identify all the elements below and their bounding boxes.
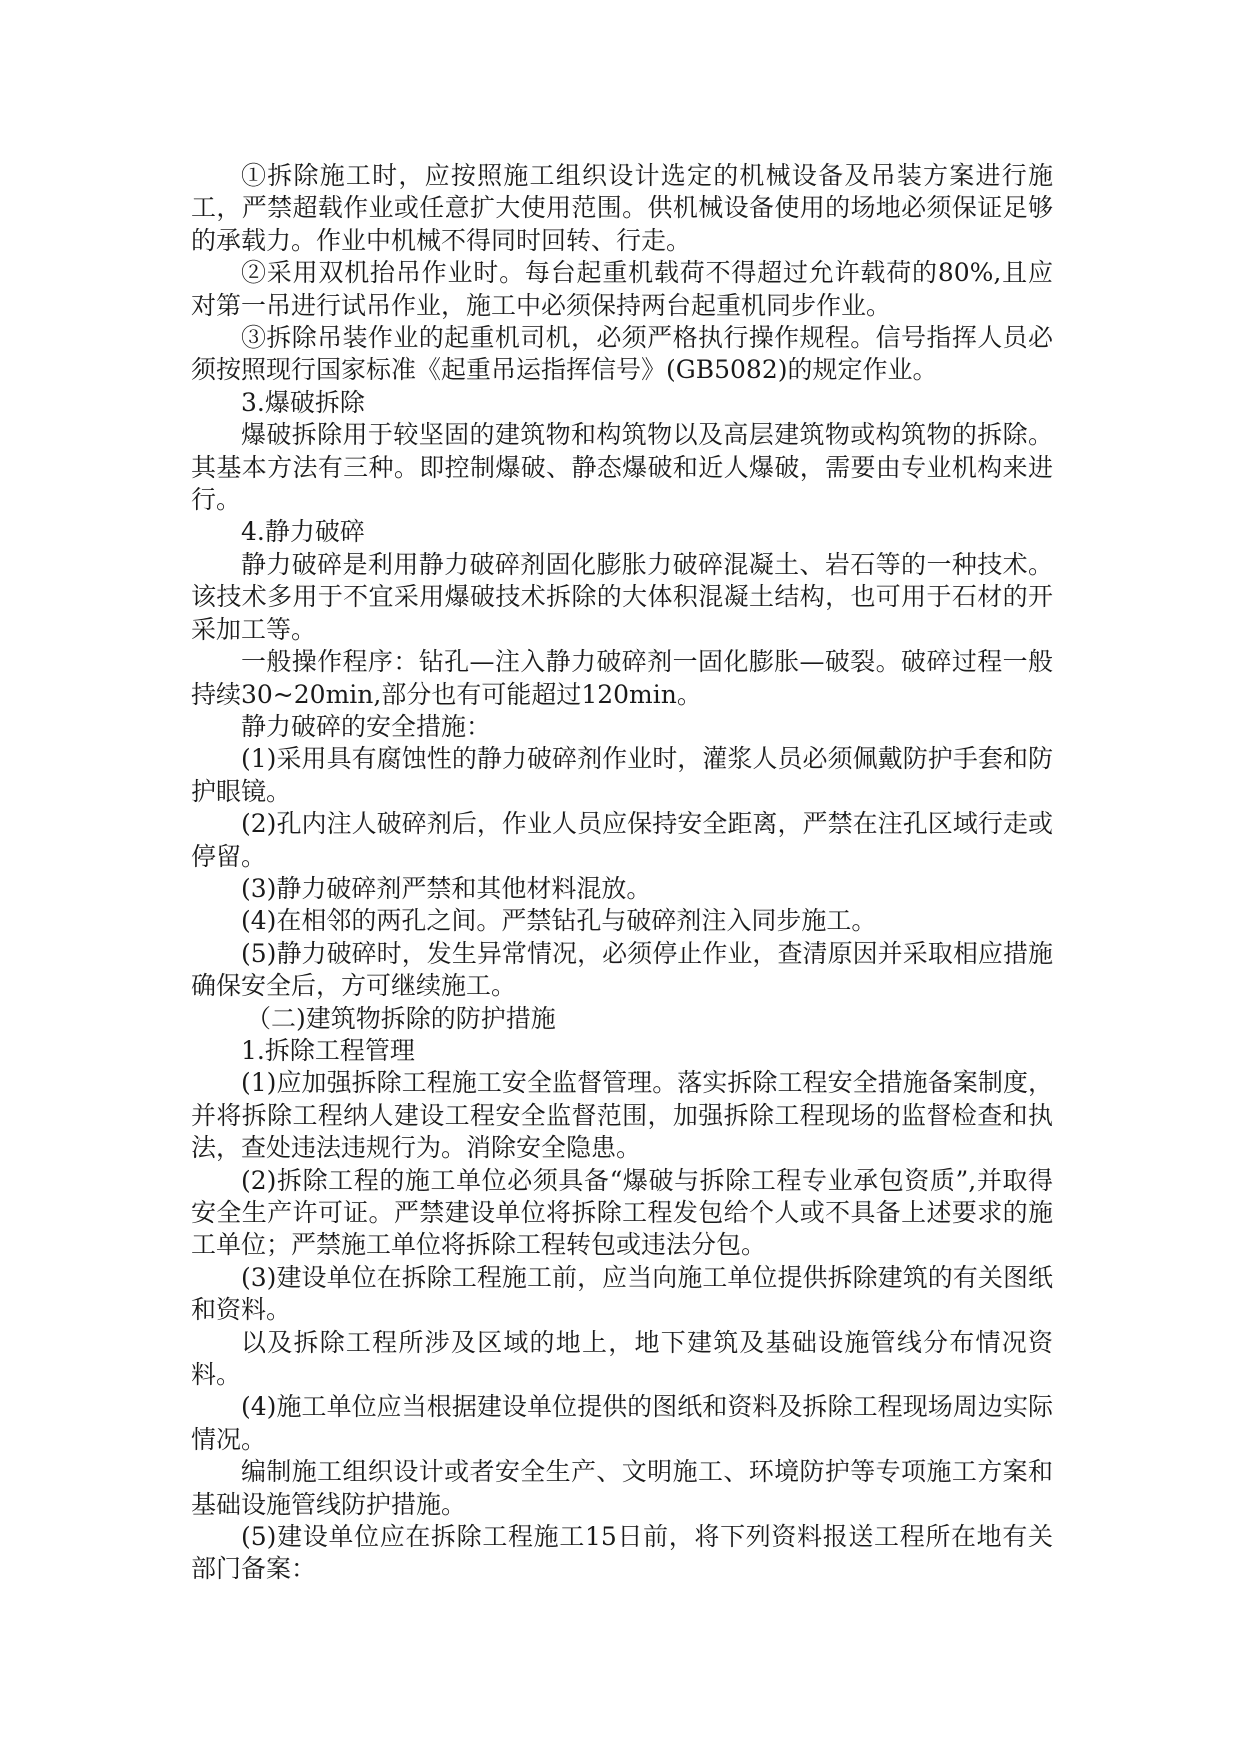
paragraph-management-item-5: (5)建设单位应在拆除工程施工15日前，将下列资料报送工程所在地有关部门备案： [191,1522,1053,1584]
paragraph-static-crushing-intro: 静力破碎是利用静力破碎剂固化膨胀力破碎混凝土、岩石等的一种技术。该技术多用于不宜采用爆破技术拆除的大体积混凝土结构，也可用于石材的开采加工等。 [191,549,1053,644]
paragraph-management-item-1: (1)应加强拆除工程施工安全监督管理。落实拆除工程安全措施备案制度，并将拆除工程纳人建设工程安全监督范围，加强拆除工程现场的监督检查和执法，查处违法违规行为。消除安全隐患。 [191,1068,1053,1163]
paragraph-dual-crane-lift: ②采用双机抬吊作业时。每台起重机载荷不得超过允许载荷的80%,且应对第一吊进行试吊作业，施工中必须保持两台起重机同步作业。 [191,258,1053,320]
paragraph-crane-machinery: ①拆除施工时，应按照施工组织设计选定的机械设备及吊装方案进行施工，严禁超载作业或任意扩大使用范围。供机械设备使用的场地必须保证足够的承载力。作业中机械不得同时回转、行走。 [191,161,1053,255]
paragraph-management-item-3: (3)建设单位在拆除工程施工前，应当向施工单位提供拆除建筑的有关图纸和资料。 [191,1262,1053,1325]
paragraph-management-item-3-cont: 以及拆除工程所涉及区域的地上，地下建筑及基础设施管线分布情况资料。 [191,1327,1053,1390]
paragraph-operating-procedure: 一般操作程序：钻孔—注入静力破碎剂一固化膨胀—破裂。破碎过程一般持续30~20min,部分也有可能超过120min。 [191,647,1053,709]
paragraph-safety-measures-title: 静力破碎的安全措施： [241,711,492,741]
paragraph-safety-item-2: (2)孔内注人破碎剂后，作业人员应保持安全距离，严禁在注孔区域行走或停留。 [191,809,1053,871]
paragraph-blasting-methods: 爆破拆除用于较坚固的建筑物和构筑物以及高层建筑物或构筑物的拆除。其基本方法有三种。即控制爆破、静态爆破和近人爆破，需要由专业机构来进行。 [191,420,1053,515]
paragraph-safety-item-5: (5)静力破碎时，发生异常情况，必须停止作业，查清原因并采取相应措施确保安全后，方可继续施工。 [191,938,1053,1001]
heading-protective-measures: （二)建筑物拆除的防护措施 [246,1003,556,1033]
paragraph-safety-item-4: (4)在相邻的两孔之间。严禁钻孔与破碎剂注入同步施工。 [241,906,877,936]
heading-blasting-demolition: 3.爆破拆除 [241,387,365,417]
paragraph-management-item-4: (4)施工单位应当根据建设单位提供的图纸和资料及拆除工程现场周边实际情况。 [191,1392,1053,1454]
paragraph-crane-operator: ③拆除吊装作业的起重机司机，必须严格执行操作规程。信号指挥人员必须按照现行国家标准《起重吊运指挥信号》(GB5082)的规定作业。 [191,323,1053,385]
paragraph-safety-item-1: (1)采用具有腐蚀性的静力破碎剂作业时，灌浆人员必须佩戴防护手套和防护眼镜。 [191,744,1053,806]
heading-static-crushing: 4.静力破碎 [241,517,365,547]
heading-demolition-management: 1.拆除工程管理 [241,1035,415,1065]
document-body [191,160,1053,1586]
paragraph-management-item-4-cont: 编制施工组织设计或者安全生产、文明施工、环境防护等专项施工方案和基础设施管线防护措施。 [191,1457,1053,1519]
paragraph-safety-item-3: (3)静力破碎剂严禁和其他材料混放。 [241,873,652,903]
paragraph-management-item-2: (2)拆除工程的施工单位必须具备“爆破与拆除工程专业承包资质”,并取得安全生产许可证。严禁建设单位将拆除工程发包给个人或不具备上述要求的施工单位；严禁施工单位将拆除工程转包或违法分包。 [191,1165,1053,1260]
